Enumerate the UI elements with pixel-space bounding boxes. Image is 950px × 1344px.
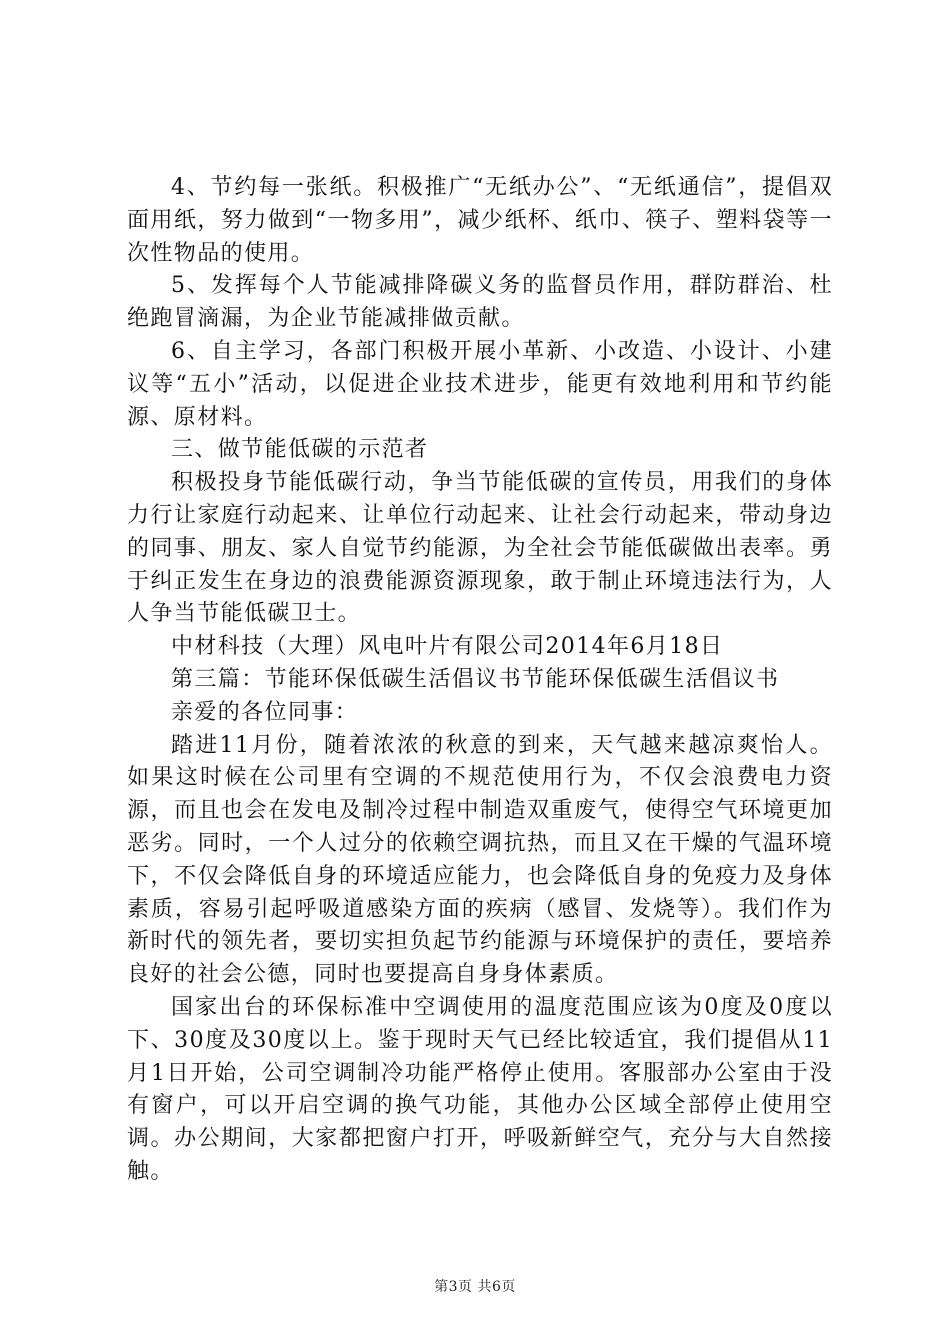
page-number-footer: 第3页 共6页 [434, 1279, 516, 1295]
paragraph-item-5: 5、发挥每个人节能减排降碳义务的监督员作用，群防群治、杜绝跑冒滴漏，为企业节能减排做贡献。 [127, 273, 833, 332]
paragraph-standard: 国家出台的环保标准中空调使用的温度范围应该为0度及0度以下、30度及30度以上。鉴于现时天气已经比较适宜，我们提倡从11月1日开始，公司空调制冷功能严格停止使用。客服部办公室由于没有窗户，可以开启空调的换气功能，其他办公区域全部停止使用空调。办公期间，大家都把窗户打开，呼吸新鲜空气，充分与大自然接触。 [127, 994, 833, 1184]
chapter-title: 第三篇：节能环保低碳生活倡议书节能环保低碳生活倡议书 [171, 666, 780, 692]
paragraph-item-6: 6、自主学习，各部门积极开展小革新、小改造、小设计、小建议等“五小”活动，以促进企业技术进步，能更有效地利用和节约能源、原材料。 [127, 338, 833, 430]
paragraph-item-4: 4、节约每一张纸。积极推广“无纸办公”、“无纸通信”，提倡双面用纸，努力做到“一物多用”，减少纸杯、纸巾、筷子、塑料袋等一次性物品的使用。 [127, 175, 833, 266]
paragraph-action: 积极投身节能低碳行动，争当节能低碳的宣传员，用我们的身体力行让家庭行动起来、让单位行动起来、让社会行动起来，带动身边的同事、朋友、家人自觉节约能源，为全社会节能低碳做出表率。勇于纠正发生在身边的浪费能源资源现象，敢于制止环境违法行为，人人争当节能低碳卫士。 [127, 470, 833, 627]
document-body [127, 172, 833, 1189]
signature-line: 中材科技（大理）风电叶片有限公司2014年6月18日 [171, 634, 724, 660]
salutation: 亲爱的各位同事： [171, 699, 359, 725]
section-heading: 三、做节能低碳的示范者 [171, 437, 429, 463]
paragraph-november: 踏进11月份，随着浓浓的秋意的到来，天气越来越凉爽怡人。如果这时候在公司里有空调的不规范使用行为，不仅会浪费电力资源，而且也会在发电及制冷过程中制造双重废气，使得空气环境更加恶劣。同时，一个人过分的依赖空调抗热，而且又在干燥的气温环境下，不仅会降低自身的环境适应能力，也会降低自身的免疫力及身体素质，容易引起呼吸道感染方面的疾病（感冒、发烧等）。我们作为新时代的领先者，要切实担负起节约能源与环境保护的责任，要培养良好的社会公德，同时也要提高自身身体素质。 [127, 732, 833, 988]
